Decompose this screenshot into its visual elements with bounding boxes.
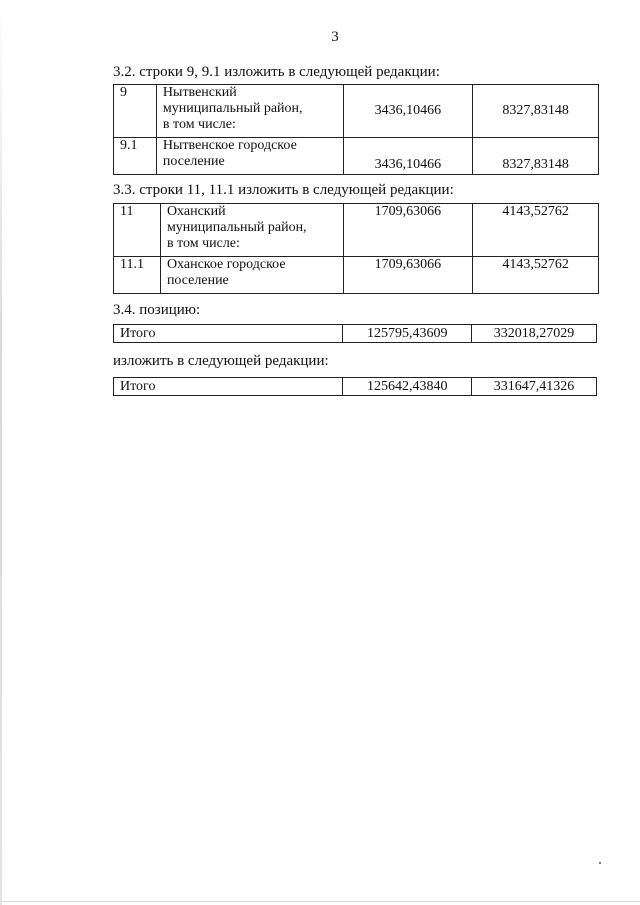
row-name (160, 204, 343, 257)
row-number: 9 (114, 85, 157, 138)
row-value-2: 8327,83148 (473, 85, 599, 138)
row-name-line: Оханский (166, 204, 226, 219)
row-value-2: 8327,83148 (473, 138, 599, 175)
page-number: 3 (331, 29, 339, 45)
total-label: Итого (114, 325, 343, 343)
row-name-line: в том числе: (166, 236, 240, 251)
row-name-line: муниципальный район, (166, 220, 307, 235)
row-name-line: Оханское городское (166, 257, 286, 272)
row-name-line: в том числе: (162, 117, 236, 132)
table-row (114, 85, 599, 138)
section-3-3-heading: 3.3. строки 11, 11.1 изложить в следующей редакции: (113, 182, 454, 198)
replace-instruction: изложить в следующей редакции: (113, 353, 329, 369)
row-number: 11.1 (114, 257, 161, 294)
total-value-1: 125642,43840 (343, 378, 472, 396)
section-3-4-heading: 3.4. позицию: (113, 302, 201, 318)
table-row (114, 325, 597, 343)
row-name (156, 138, 343, 175)
total-value-2: 332018,27029 (472, 325, 597, 343)
old-total-table (113, 324, 597, 343)
row-name (160, 257, 343, 294)
total-label: Итого (114, 378, 343, 396)
row-name-line: поселение (162, 154, 225, 169)
row-number: 11 (114, 204, 161, 257)
row-name-line: поселение (166, 273, 229, 288)
scan-edge-shadow (0, 0, 2, 905)
table-row (114, 138, 599, 175)
scan-speck (599, 862, 601, 864)
table-row (114, 204, 599, 257)
new-total-table (113, 377, 597, 396)
section-3-2-heading: 3.2. строки 9, 9.1 изложить в следующей редакции: (113, 64, 440, 80)
table-rows-9 (113, 84, 599, 175)
row-name-line: муниципальный район, (162, 101, 303, 116)
total-value-2: 331647,41326 (472, 378, 597, 396)
row-name-line: Нытвенское городское (162, 138, 297, 153)
row-value-1: 1709,63066 (343, 257, 473, 294)
row-value-2: 4143,52762 (473, 204, 599, 257)
row-value-1: 1709,63066 (343, 204, 473, 257)
row-value-1: 3436,10466 (343, 85, 473, 138)
row-name-line: Нытвенский (162, 85, 237, 100)
row-value-1: 3436,10466 (343, 138, 473, 175)
row-number: 9.1 (114, 138, 157, 175)
row-value-2: 4143,52762 (473, 257, 599, 294)
table-row (114, 257, 599, 294)
total-value-1: 125795,43609 (343, 325, 472, 343)
scan-bottom-edge (0, 901, 640, 902)
table-rows-11 (113, 203, 599, 294)
table-row (114, 378, 597, 396)
row-name (156, 85, 343, 138)
